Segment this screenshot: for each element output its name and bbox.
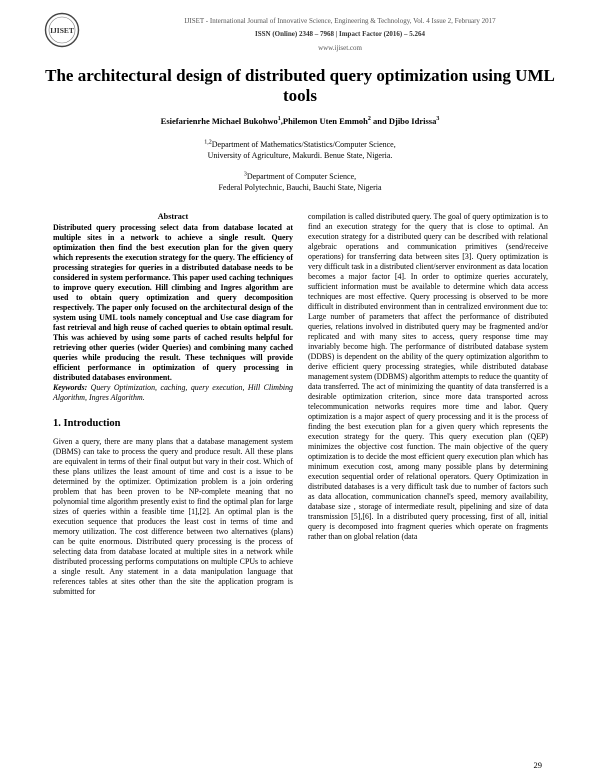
keywords-label: Keywords: [53,383,88,392]
author-1-sup: 1 [277,116,281,123]
author-3-sup: 3 [436,116,440,123]
abstract-body: Distributed query processing select data from database located at multiple sites in a network to achieve a single result. Query optimization then find the best execution plan for the given query which represents the execution strategy for the query. The efficiency of processing strategies for queries in a distributed database needs to be considered in system performance. This paper used caching techniques to improve query execution. Hill climbing and Ingres algorithm are used to obtain query optimization and query decomposition respectively. The paper only focused on the architectural design of the system using UML tools namely conceptual and Use case diagram for fast retrieval and high reuse of cached queries to obtain optimal result. This was achieved by using some parts of cached results helpful for retrieving other queries (wider Queries) and combining many cached queries while producing the result. These techniques will provide efficient performance in optimization of query processing in distributed databases environment. [53,223,293,382]
affiliation-2-line-2: Federal Polytechnic, Bauchi, Bauchi State, Nigeria [218,182,382,192]
affiliation-1-line-1: Department of Mathematics/Statistics/Computer Science, [211,140,396,149]
author-list [40,116,560,126]
journal-website-link[interactable]: www.ijiset.com [318,44,362,52]
affiliation-1-sup: 1,2 [204,139,212,146]
right-column-body: compilation is called distributed query. The goal of query optimization is to find an execution strategy for the query that is close to optimal. An execution strategy for a distributed query can be described with relational algebraic operations and communication primitives (send/receive operations) for transferring data between sites [3]. Query optimization is very difficult task in a distributed client/server environment as data location becomes a major factor [4]. In order to optimize queries accurately, sufficient information must be available to determine which data access techniques are most effective. Query processing is observed to be more difficult in distributed environment than in centralized environment due to: Large number of parameters that affect the performance of distributed queries, relations involved in distributed query may be fragmented and/or replicated and with many sites to access, query response time may invariably become high. The performance of distributed database system (DDBS) is dependent on the ability of the query optimization algorithm to derive efficient query processing strategies, while distributed database management system (DDBMS) algorithm attempts to reduce the quantity of data transferred. The act of minimizing the quantity of data transferred is a desirable optimization criterion, since more data transported across telecommunication networks requires more time and labor. Query optimization is a major aspect of query processing and it is the process of finding the best execution plan for a given query which represents the execution strategy for the query. This query execution plan (QEP) minimizes the objective cost function. The main objective of the query optimization is to decide the most efficient query execution plan which has minimum execution cost, among many possible plans by determining execution sequential order of relational operators. Query Optimization in distributed databases is a very difficult task due to number of factors such as data allocation, communication channel's speed, memory availability, database size , storage of intermediate result, pipelining and size of data transmission [5],[6]. In a distributed query processing, first of all, initial query is decomposed into fragment queries which operate on fragments rather than on global relation (data [308,212,548,541]
affiliation-1-line-2: University of Agriculture, Makurdi. Benue State, Nigeria. [207,150,393,160]
introduction-heading: 1. Introduction [53,418,121,429]
affiliation-2 [0,172,600,193]
keywords-text: Query Optimization, caching, query execution, Hill Climbing Algorithm, Ingres Algorithm. [53,383,293,402]
author-2: ,Philemon Uten Emmoh [280,116,368,126]
right-column [308,212,548,542]
affiliation-2-line-1: Department of Computer Science, [246,172,357,181]
page-number: 29 [533,760,542,770]
author-1: Esiefarienrhe Michael Bukohwo [160,116,278,126]
introduction-body: Given a query, there are many plans that a database management system (DBMS) can take to process the query and produce result. All these plans are equivalent in terms of their final output but vary in their cost. Which of these plans utilizes the least amount of time and cost is a issue to be determined by the optimizer. Optimization problem is a join ordering problem that has been proven to be NP-complete meaning that no polynomial time algorithm presently exist to find the optimal plan for large sizes of queries within a feasible time [1],[2]. An optimal plan is the execution sequence that produces the least cost in terms of time and memory utilization. The cost difference between two alternatives (plans) can be quite enormous. Distributed query processing is the process of selecting data from database located at multiple sites in a network while distributed processing performs computations on multiple CPUs to achieve a single result. Any statement in a data manipulation language that references tables at sites other than the site the application program is submitted for [53,437,293,596]
affiliation-1 [0,140,600,161]
keywords [53,383,293,403]
journal-line: IJISET - International Journal of Innovative Science, Engineering & Technology, Vol. 4 Issue 2, February 2017 [184,17,496,25]
abstract-heading: Abstract [157,212,189,221]
paper-title: The architectural design of distributed query optimization using UML tools [45,66,555,105]
author-2-sup: 2 [367,116,371,123]
left-column [53,212,293,597]
affiliation-2-sup: 3 [243,171,247,178]
author-3: and Djibo Idrissa [370,116,437,126]
issn-line: ISSN (Online) 2348 – 7968 | Impact Factor (2016) – 5.264 [255,30,425,38]
logo-text: IJISET [50,26,74,35]
journal-header [0,0,600,62]
